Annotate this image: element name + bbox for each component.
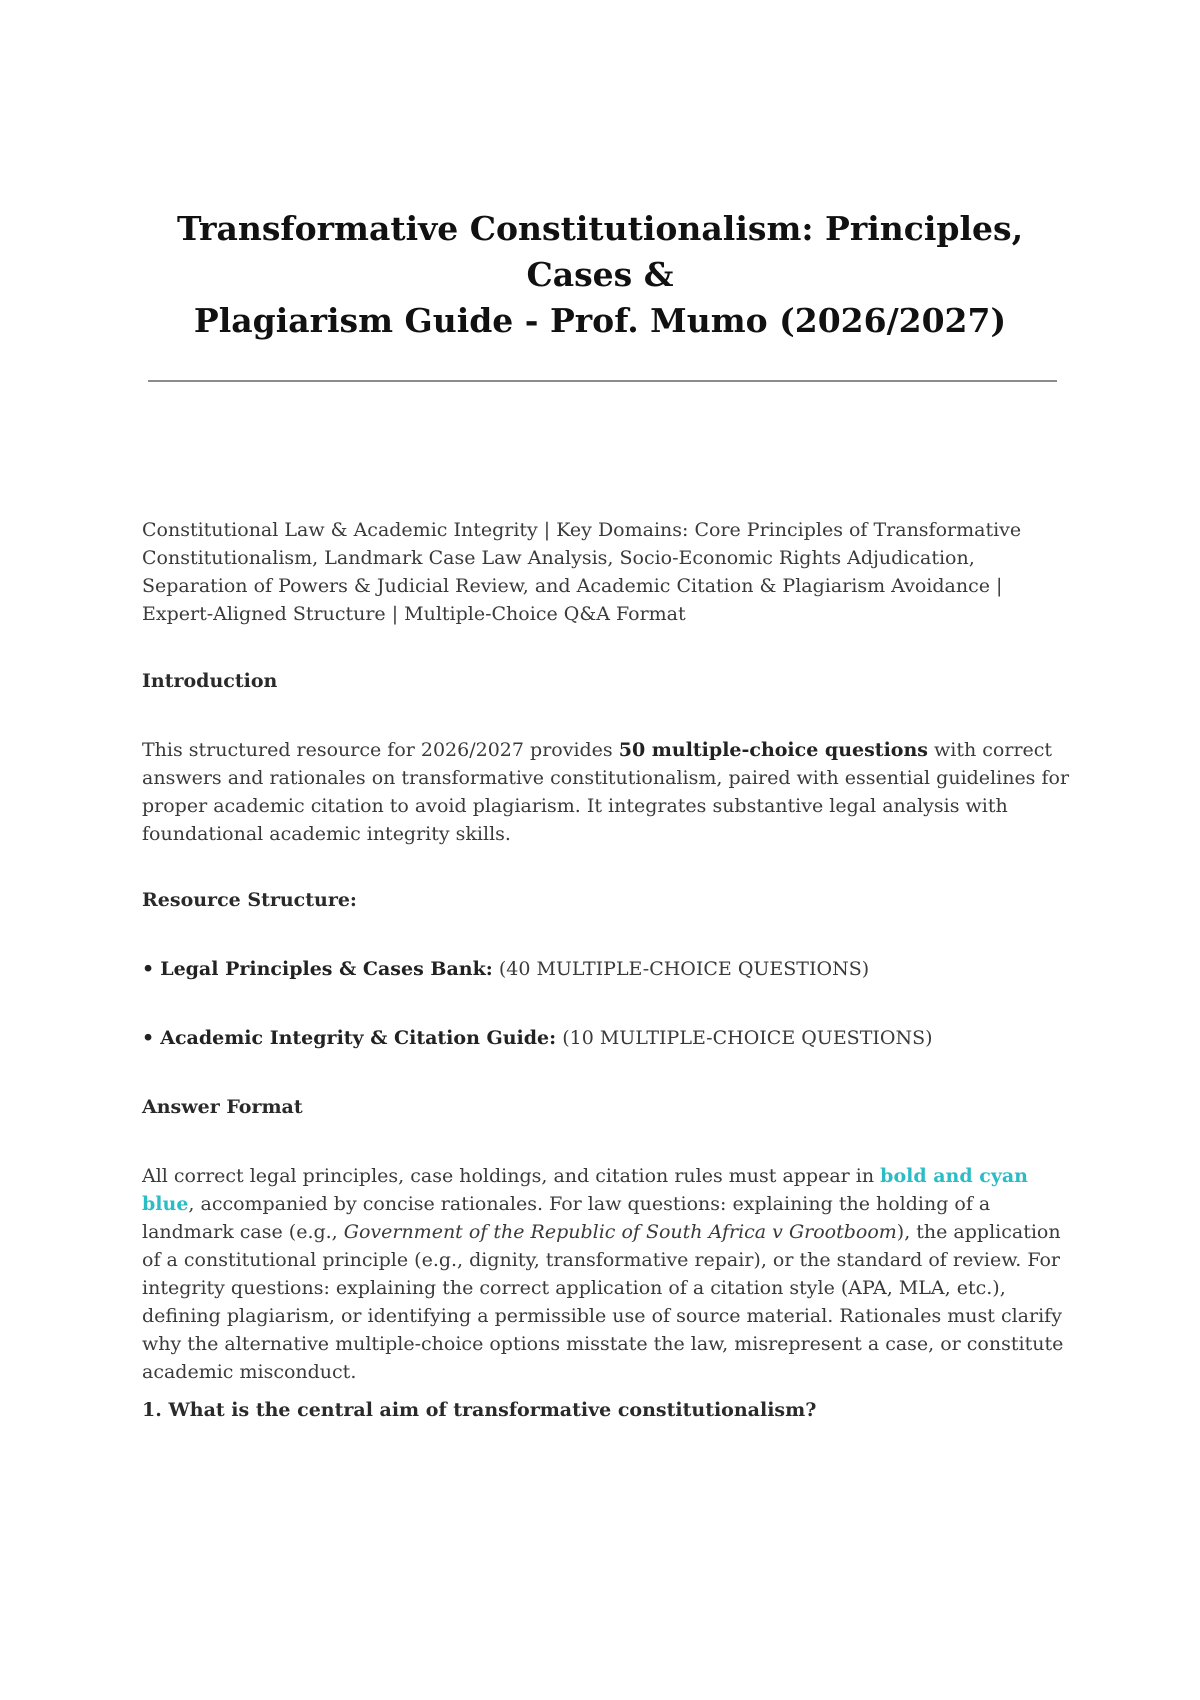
introduction-text-end: with correct answers and rationales on transformative constitutionalism, paired with essential guidelines for proper academic citation to avoid plagiarism. It integrates substantive legal analysis with foundational academic integrity skills. <box>142 739 1070 845</box>
case-name: Government of the Republic of South Africa v Grootboom <box>343 1221 897 1243</box>
structure-item-label: Academic Integrity & Citation Guide: <box>160 1027 557 1049</box>
structure-item-integrity-guide <box>142 1024 1072 1052</box>
structure-item-legal-bank <box>142 955 1072 983</box>
cyan-highlight-text: bold and cyan blue <box>142 1165 1028 1215</box>
bullet-icon: • <box>142 1027 155 1049</box>
introduction-paragraph <box>142 736 1072 848</box>
answer-format-text-1: All correct legal principles, case holdings, and citation rules must appear in <box>142 1165 881 1187</box>
answer-format-text-2: , accompanied by concise rationales. For law questions: explaining the holding of a landmark case (e.g., <box>142 1193 991 1243</box>
answer-format-paragraph <box>142 1162 1072 1386</box>
summary-paragraph: Constitutional Law & Academic Integrity | Key Domains: Core Principles of Transformative Constitutionalism, Landmark Case Law Analysis, Socio-Economic Rights Adjudication, Separation of Powers & Judicial Review, and Academic Citation & Plagiarism Avoidance | Expert-Aligned Structure | Multiple-Choice Q&A Format <box>142 519 1022 625</box>
structure-item-detail: (10 MULTIPLE-CHOICE QUESTIONS) <box>562 1027 933 1049</box>
introduction-heading: Introduction <box>142 670 278 692</box>
question-1-heading: 1. What is the central aim of transformative constitutionalism? <box>142 1399 817 1421</box>
structure-item-detail: (40 MULTIPLE-CHOICE QUESTIONS) <box>498 958 870 980</box>
bullet-icon: • <box>142 958 155 980</box>
structure-item-label: Legal Principles & Cases Bank: <box>160 958 493 980</box>
document-title <box>120 206 1080 344</box>
title-divider <box>148 380 1057 382</box>
answer-format-heading: Answer Format <box>142 1096 303 1118</box>
answer-format-text-3: ), the application of a constitutional principle (e.g., dignity, transformative repair), or the standard of review. For integrity questions: explaining the correct application of a citation style (APA, MLA, etc.), defining plagiarism, or identifying a permissible use of source material. Rationales must clarify why the alternative multiple-choice options misstate the law, misrepresent a case, or constitute academic misconduct. <box>142 1221 1064 1383</box>
question-count-emphasis: 50 multiple-choice questions <box>618 739 928 761</box>
resource-structure-heading: Resource Structure: <box>142 889 357 911</box>
title-line-2: Plagiarism Guide - Prof. Mumo (2026/2027) <box>193 301 1007 340</box>
introduction-text-start: This structured resource for 2026/2027 provides <box>142 739 619 761</box>
title-line-1: Transformative Constitutionalism: Principles, Cases & <box>176 209 1024 294</box>
